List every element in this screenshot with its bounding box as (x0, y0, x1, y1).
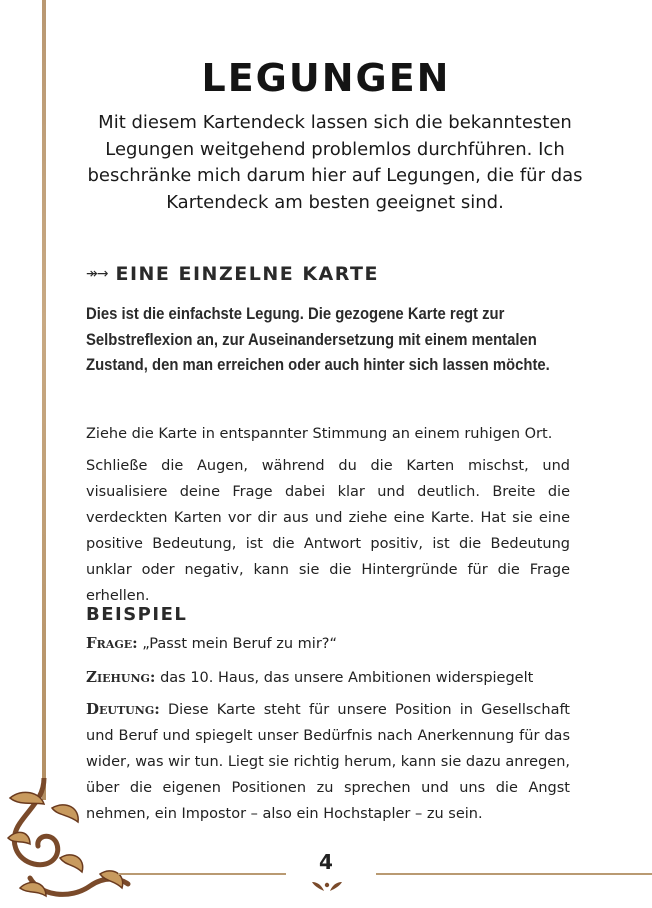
question-text: „Passt mein Beruf zu mir?“ (142, 636, 337, 652)
arrow-icon: ↠→ (86, 266, 108, 282)
intro-paragraph: Mit diesem Kartendeck lassen sich die bekanntesten Legungen weitgehend problemlos durchführen. Ich beschränke mich darum hier auf Legungen, die für das Kartendeck am besten geeignet sind. (87, 112, 583, 213)
question-label: Frage: (86, 634, 138, 652)
body-paragraph-2: Schließe die Augen, während du die Karten mischst, und visualisiere deine Frage dabei klar und deutlich. Breite die verdeckten Karten vor dir aus und ziehe eine Karte. Hat sie eine positive Bedeutung, ist die Antwort positiv, ist die Bedeutung unklar oder negativ, kann sie die Hintergründe für die Frage erhellen. (86, 458, 570, 604)
example-meaning (86, 696, 570, 827)
meaning-text: Diese Karte steht für unsere Position in Gesellschaft und Beruf und spiegelt unser Bedürfnis nach Anerkennung für das wider, was wir tun. Liegt sie richtig herum, kann sie dazu anregen, über die eigenen Positionen zu sprechen und uns die Angst nehmen, ein Impostor – also ein Hochstapler – zu sein. (86, 702, 570, 822)
fleur-ornament-icon (310, 880, 344, 892)
section-title: EINE EINZELNE KARTE (115, 263, 379, 285)
example-draw (86, 664, 570, 691)
section-heading (86, 263, 379, 285)
corner-flourish-ornament (0, 778, 140, 908)
example-heading: BEISPIEL (86, 604, 188, 625)
example-question (86, 630, 570, 657)
body-paragraph-1: Ziehe die Karte in entspannter Stimmung an einem ruhigen Ort. (86, 426, 553, 442)
page-number: 4 (319, 850, 333, 874)
lead-paragraph: Dies ist die einfachste Legung. Die gezogene Karte regt zur Selbstreflexion an, zur Auseinandersetzung mit einem mentalen Zustand, den man erreichen oder auch hinter sich lassen möchte. (86, 305, 550, 374)
draw-label: Ziehung: (86, 668, 156, 686)
left-border-rule (42, 0, 46, 800)
meaning-label: Deutung: (86, 700, 160, 718)
draw-text: das 10. Haus, das unsere Ambitionen widerspiegelt (160, 670, 534, 686)
page-title: LEGUNGEN (201, 56, 451, 100)
